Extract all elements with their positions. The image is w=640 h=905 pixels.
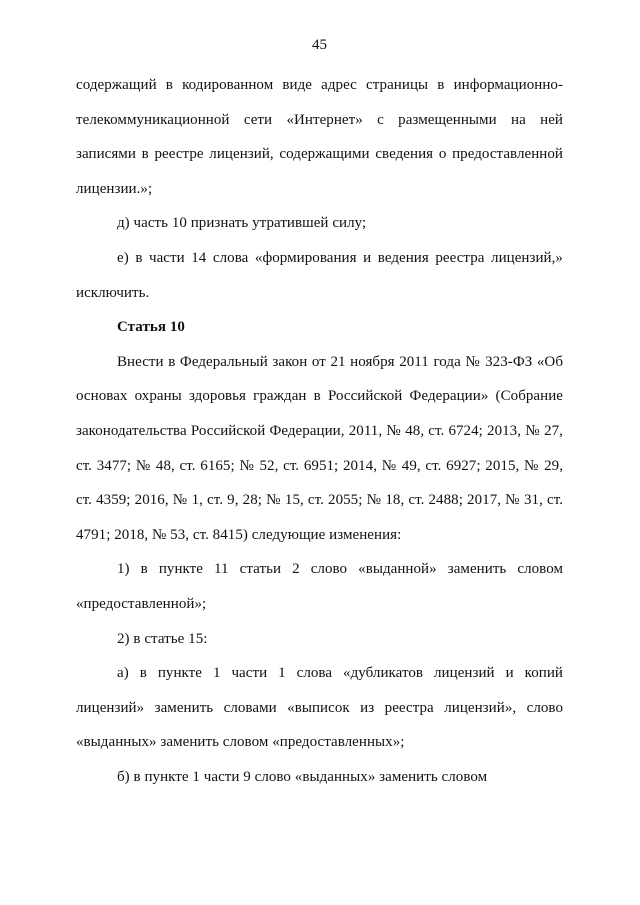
paragraph-item-2: 2) в статье 15: bbox=[117, 630, 208, 647]
paragraph-item-b: б) в пункте 1 части 9 слово «выданных» заменить словом bbox=[117, 768, 488, 785]
paragraph-continuation: содержащий в кодированном виде адрес страницы в информационно-телекоммуникационной сети «Интернет» с размещенными на ней записями в реестре лицензий, содержащими сведения о предоставленной лицензии.»; bbox=[76, 77, 563, 197]
page-number: 45 bbox=[312, 37, 327, 53]
paragraph-item-e: е) в части 14 слова «формирования и ведения реестра лицензий,» исключить. bbox=[76, 249, 563, 301]
paragraph-item-d: д) часть 10 признать утратившей силу; bbox=[117, 215, 367, 232]
article-heading: Статья 10 bbox=[117, 319, 185, 336]
paragraph-article-intro: Внести в Федеральный закон от 21 ноября 2011 года № 323-ФЗ «Об основах охраны здоровья граждан в Российской Федерации» (Собрание законодательства Российской Федерации, 2011, № 48, ст. 6724; 2013, № 27, ст. 3477; № 48, ст. 6165; № 52, ст. 6951; 2014, № 49, ст. 6927; 2015, № 29, ст. 4359; 2016, № 1, ст. 9, 28; № 15, ст. 2055; № 18, ст. 2488; 2017, № 31, ст. 4791; 2018, № 53, ст. 8415) следующие изменения: bbox=[76, 353, 563, 543]
paragraph-item-1: 1) в пункте 11 статьи 2 слово «выданной» заменить словом «предоставленной»; bbox=[76, 561, 563, 612]
paragraph-item-a: а) в пункте 1 части 1 слова «дубликатов лицензий и копий лицензий» заменить словами «выписок из реестра лицензий», слово «выданных» заменить словом «предоставленных»; bbox=[76, 665, 563, 751]
document-body bbox=[76, 68, 563, 794]
